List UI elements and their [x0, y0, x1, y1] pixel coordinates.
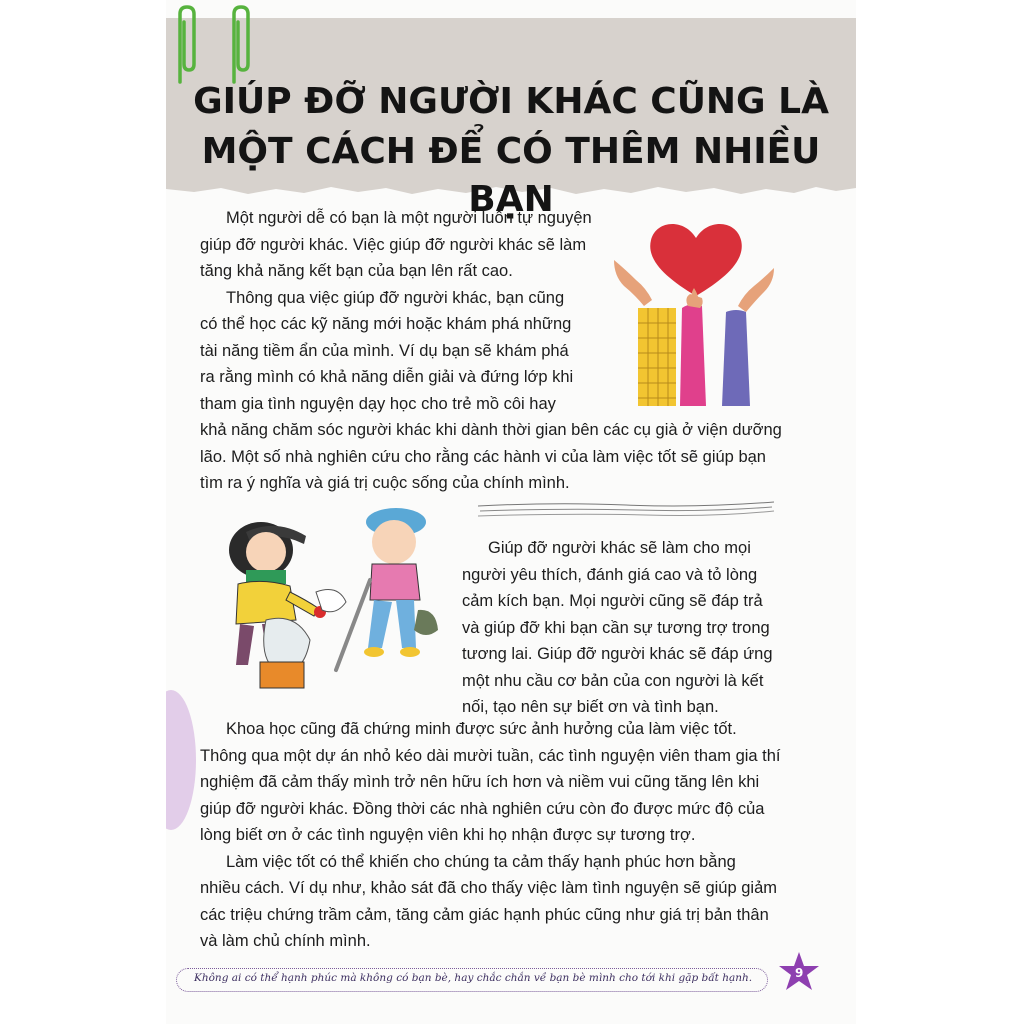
text-line: nghiệm đã cảm thấy mình trở nên hữu ích hơn và niềm vui cũng tăng lên khi [200, 773, 760, 791]
text-line: nối, tạo nên sự biết ơn và tình bạn. [462, 698, 719, 716]
text-line: Thông qua một dự án nhỏ kéo dài mười tuần, các tình nguyện viên tham gia thí [200, 746, 781, 765]
page-title [166, 78, 856, 224]
text-line: ra rằng mình có khả năng diễn giải và đứng lớp khi [200, 368, 574, 386]
text-line: lão. Một số nhà nghiên cứu cho rằng các hành vi của làm việc tốt sẽ giúp bạn [200, 447, 766, 466]
text-line: giúp đỡ người khác. Đồng thời các nhà nghiên cứu còn đo được mức độ của [200, 799, 765, 818]
science-paragraphs [200, 716, 850, 955]
footer-quote: Không ai có thể hạnh phúc mà không có bạn bè, hay chắc chắn về bạn bè mình cho tới khi gặp bất hạnh. [194, 972, 753, 984]
decorative-scribble [476, 496, 776, 526]
text-line: Thông qua việc giúp đỡ người khác, bạn cũng [226, 288, 565, 307]
page-number: 9 [795, 966, 804, 980]
text-line: và làm chủ chính mình. [200, 932, 371, 950]
text-line: Một người dễ có bạn là một người luôn tự nguyện [226, 209, 592, 227]
text-line: cảm kích bạn. Mọi người cũng sẽ đáp trả [462, 592, 763, 610]
paperclip-icon [170, 4, 210, 86]
text-line: các triệu chứng trầm cảm, tăng cảm giác hạnh phúc cũng như giá trị bản thân [200, 905, 769, 924]
text-line: tài năng tiềm ẩn của mình. Ví dụ bạn sẽ khám phá [200, 341, 569, 360]
text-line: tăng khả năng kết bạn của bạn lên rất cao. [200, 262, 513, 280]
text-line: nhiều cách. Ví dụ như, khảo sát đã cho thấy việc làm tình nguyện sẽ giúp giảm [200, 879, 777, 897]
text-line: Khoa học cũng đã chứng minh được sức ảnh hưởng của làm việc tốt. [226, 720, 737, 738]
kids-collecting-trash-illustration [206, 500, 446, 700]
book-page [166, 0, 856, 1024]
text-line: Làm việc tốt có thể khiến cho chúng ta cảm thấy hạnh phúc hơn bằng [226, 852, 736, 871]
text-line: người yêu thích, đánh giá cao và tỏ lòng [462, 565, 758, 584]
text-line: Giúp đỡ người khác sẽ làm cho mọi [488, 539, 751, 557]
decorative-smudge [166, 690, 196, 830]
intro-paragraphs [200, 205, 830, 497]
text-line: giúp đỡ người khác. Việc giúp đỡ người khác sẽ làm [200, 235, 587, 254]
text-line: lòng biết ơn ở các tình nguyện viên khi họ nhận được sự tương trợ. [200, 826, 696, 844]
text-line: một nhu cầu cơ bản của con người là kết [462, 671, 764, 690]
text-line: có thể học các kỹ năng mới hoặc khám phá những [200, 315, 572, 333]
helping-paragraph [462, 535, 842, 721]
title-line: GIÚP ĐỠ NGƯỜI KHÁC CŨNG LÀ [193, 81, 829, 122]
title-line: MỘT CÁCH ĐỂ CÓ THÊM NHIỀU BẠN [201, 131, 821, 220]
paperclip-icon [224, 4, 264, 86]
text-line: tương lai. Giúp đỡ người khác sẽ đáp ứng [462, 645, 773, 663]
text-line: tham gia tình nguyện dạy học cho trẻ mồ côi hay [200, 394, 556, 413]
text-line: khả năng chăm sóc người khác khi dành thời gian bên các cụ già ở viện dưỡng [200, 421, 782, 439]
text-line: tìm ra ý nghĩa và giá trị cuộc sống của chính mình. [200, 474, 570, 492]
text-line: và giúp đỡ khi bạn cần sự tương trợ trong [462, 618, 770, 637]
